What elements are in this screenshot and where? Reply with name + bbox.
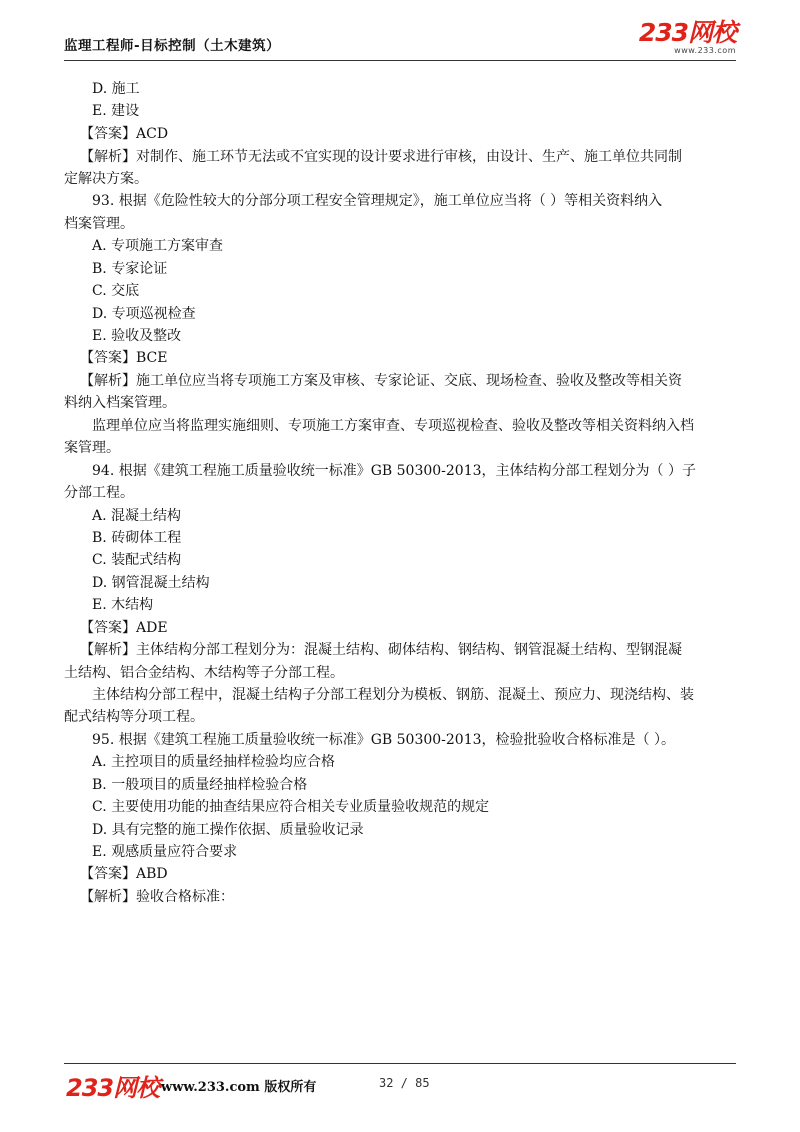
text-line: C. 交底: [92, 283, 140, 299]
text-line: 监理单位应当将监理实施细则、专项施工方案审查、专项巡视检查、验收及整改等相关资料纳入档: [92, 418, 694, 434]
text-line: 【解析】验收合格标准：: [80, 889, 234, 905]
text-line: B. 一般项目的质量经抽样检验合格: [92, 777, 308, 793]
text-line: 分部工程。: [64, 485, 134, 501]
text-line: 【答案】ABD: [80, 866, 168, 882]
text-line: 档案管理。: [64, 216, 134, 232]
text-line: E. 观感质量应符合要求: [92, 844, 238, 860]
text-line: 【答案】BCE: [80, 350, 168, 366]
text-line: 土结构、铝合金结构、木结构等子分部工程。: [64, 665, 344, 681]
text-line: 配式结构等分项工程。: [64, 709, 204, 725]
page-number: 32 / 85: [379, 1076, 430, 1090]
text-line: D. 具有完整的施工操作依据、质量验收记录: [92, 822, 364, 838]
text-line: 【答案】ADE: [80, 620, 168, 636]
text-line: 94. 根据《建筑工程施工质量验收统一标准》GB 50300-2013，主体结构分部工程划分为（ ）子: [92, 463, 696, 479]
text-line: D. 施工: [92, 81, 140, 97]
text-line: 【解析】施工单位应当将专项施工方案及审核、专家论证、交底、现场检查、验收及整改等相关资: [80, 373, 682, 389]
text-line: 【答案】ACD: [80, 126, 169, 142]
text-line: 93. 根据《危险性较大的分部分项工程安全管理规定》，施工单位应当将（ ）等相关资料纳入: [92, 193, 663, 209]
text-line: C. 装配式结构: [92, 552, 182, 568]
text-line: 【解析】对制作、施工环节无法或不宜实现的设计要求进行审核，由设计、生产、施工单位共同制: [80, 149, 682, 165]
text-line: 料纳入档案管理。: [64, 395, 176, 411]
text-line: C. 主要使用功能的抽查结果应符合相关专业质量验收规范的规定: [92, 799, 490, 815]
page-header: [64, 18, 736, 61]
text-line: E. 建设: [92, 103, 140, 119]
logo-url: www.233.com: [674, 46, 736, 55]
text-line: D. 专项巡视检查: [92, 306, 196, 322]
footer-copyright: www.233.com 版权所有: [161, 1080, 317, 1095]
text-line: 案管理。: [64, 440, 120, 456]
text-line: 95. 根据《建筑工程施工质量验收统一标准》GB 50300-2013，检验批验收合格标准是（ ）。: [92, 732, 675, 748]
text-line: D. 钢管混凝土结构: [92, 575, 210, 591]
page-footer: [64, 1063, 736, 1100]
text-line: B. 专家论证: [92, 261, 168, 277]
text-line: 定解决方案。: [64, 171, 148, 187]
text-line: 主体结构分部工程中，混凝土结构子分部工程划分为模板、钢筋、混凝土、预应力、现浇结构、装: [92, 687, 694, 703]
text-line: E. 木结构: [92, 597, 154, 613]
text-line: 【解析】主体结构分部工程划分为：混凝土结构、砌体结构、钢结构、钢管混凝土结构、型钢混凝: [80, 642, 682, 658]
text-line: E. 验收及整改: [92, 328, 182, 344]
text-line: A. 混凝土结构: [92, 508, 182, 524]
logo-text: 233网校: [638, 18, 736, 47]
text-line: A. 专项施工方案审查: [92, 238, 224, 254]
footer-logo: 233网校: [66, 1074, 160, 1102]
header-title: 监理工程师-目标控制（土木建筑）: [64, 38, 281, 54]
brand-logo: [639, 20, 736, 55]
text-line: A. 主控项目的质量经抽样检验均应合格: [92, 754, 336, 770]
text-line: B. 砖砌体工程: [92, 530, 182, 546]
